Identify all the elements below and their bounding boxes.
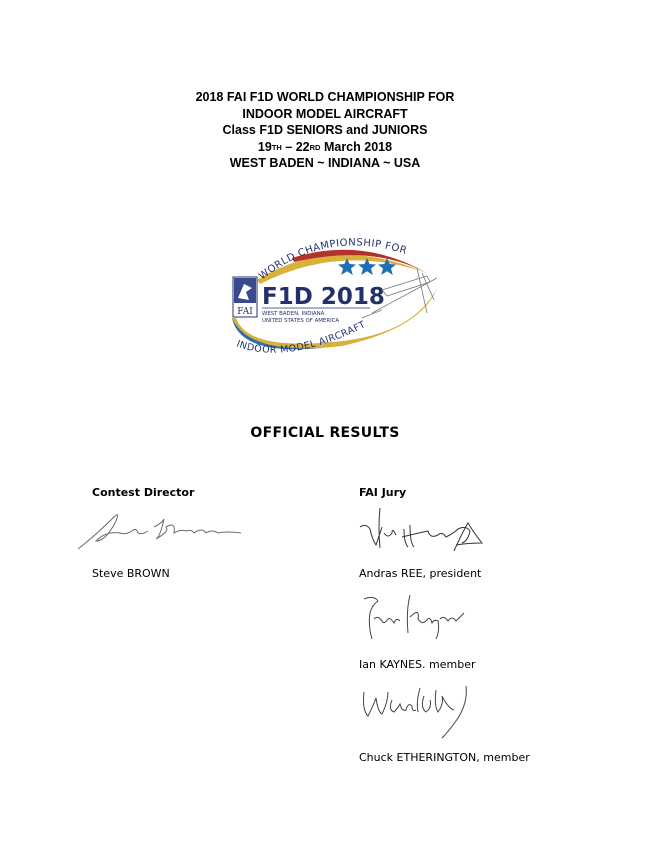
- header-date-line: [0, 139, 650, 156]
- director-name: Steve BROWN: [92, 567, 170, 580]
- date-rest: March 2018: [320, 139, 393, 154]
- logo-main-text: F1D 2018: [262, 284, 385, 310]
- jury-member-1-name: Andras REE, president: [359, 567, 482, 580]
- document-header: [0, 89, 650, 172]
- jury-president-signature: [358, 503, 498, 558]
- director-signature: [76, 505, 256, 555]
- date-separator: –: [281, 139, 296, 154]
- star-icons: [338, 258, 396, 275]
- fai-badge-icon: [233, 277, 257, 317]
- director-heading: Contest Director: [92, 486, 195, 499]
- championship-logo: [222, 218, 450, 373]
- header-line-5: WEST BADEN ~ INDIANA ~ USA: [229, 156, 421, 170]
- jury-member-2-signature: [360, 591, 470, 646]
- svg-text:FAI: FAI: [237, 307, 253, 317]
- jury-member-2-name: Ian KAYNES. member: [359, 658, 476, 671]
- logo-arc-top-text: WORLD CHAMPIONSHIP FOR: [257, 237, 409, 283]
- date-end: 22: [295, 139, 310, 154]
- logo-graphic: [222, 218, 450, 373]
- date-start-suffix: TH: [271, 142, 282, 152]
- header-line-3: Class F1D SENIORS and JUNIORS: [222, 123, 428, 137]
- jury-heading: FAI Jury: [359, 486, 407, 499]
- jury-member-3-name: Chuck ETHERINGTON, member: [359, 751, 530, 764]
- date-end-suffix: RD: [309, 142, 321, 152]
- logo-arc-bottom-text: INDOOR MODEL AIRCRAFT: [234, 319, 368, 356]
- header-line-1: 2018 FAI F1D WORLD CHAMPIONSHIP FOR: [195, 90, 455, 104]
- jury-member-3-signature: [358, 682, 478, 742]
- logo-sub-1: WEST BADEN, INDIANA: [262, 311, 325, 317]
- header-line-2: INDOOR MODEL AIRCRAFT: [242, 106, 408, 121]
- date-start: 19: [257, 139, 272, 154]
- page-title: OFFICIAL RESULTS: [250, 425, 400, 441]
- logo-sub-2: UNITED STATES OF AMERICA: [262, 318, 340, 324]
